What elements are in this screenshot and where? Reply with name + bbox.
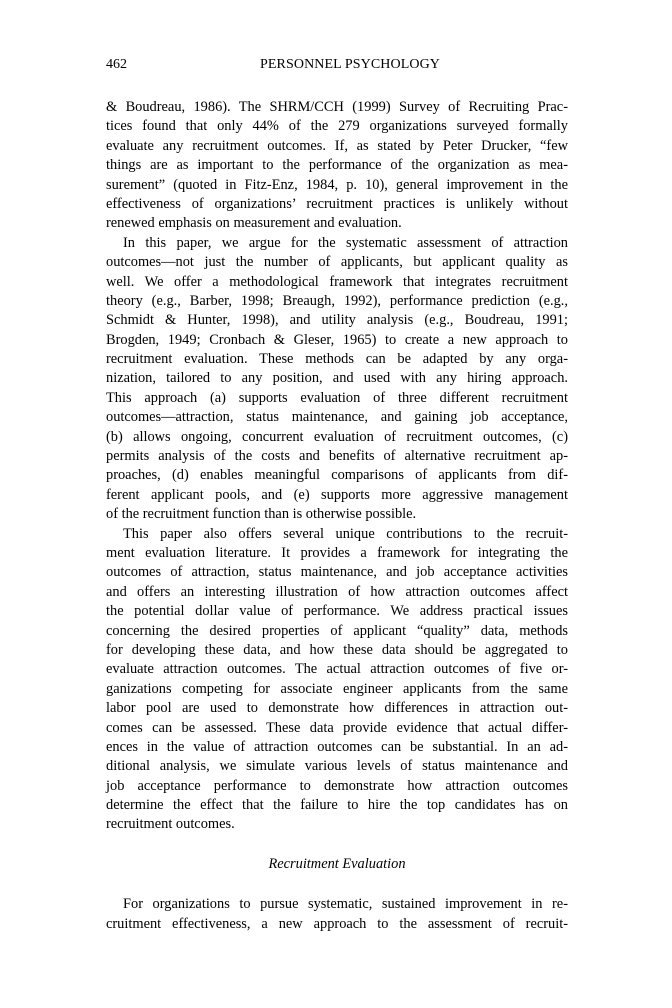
text-line: evaluate any recruitment outcomes. If, as stated by Peter Drucker, “few [106,137,568,154]
text-line: outcomes of attraction, status maintenance, and job acceptance activities [106,564,568,581]
text-line: & Boudreau, 1986). The SHRM/CCH (1999) Survey of Recruiting Prac- [106,99,568,115]
text-line: things are as important to the performance of the organization as mea- [106,157,568,174]
text-line: This paper also offers several unique contributions to the recruit- [123,525,568,542]
paragraph [106,234,568,525]
paragraph [106,525,568,835]
text-line: In this paper, we argue for the systematic assessment of attraction [123,234,568,251]
text-line: ganizations competing for associate engineer applicants from the same [106,680,568,697]
text-line: renewed emphasis on measurement and evaluation. [106,215,402,232]
text-line: theory (e.g., Barber, 1998; Breaugh, 1992), performance prediction (e.g., [106,292,568,309]
text-line: for developing these data, and how these data should be aggregated to [106,641,568,658]
paragraph [106,895,568,934]
text-line: ment evaluation literature. It provides a framework for integrating the [106,544,568,561]
text-line: cruitment effectiveness, a new approach to the assessment of recruit- [106,915,568,932]
text-line: job acceptance performance to demonstrate how attraction outcomes [106,777,568,794]
text-line: ferent applicant pools, and (e) supports more aggressive management [106,486,568,503]
text-line: Schmidt & Hunter, 1998), and utility analysis (e.g., Boudreau, 1991; [106,312,568,329]
text-line: comes can be assessed. These data provide evidence that actual differ- [106,719,568,736]
text-line: permits analysis of the costs and benefits of alternative recruitment ap- [106,448,568,465]
paragraphs [106,98,568,835]
text-line: determine the effect that the failure to hire the top candidates has on [106,797,568,814]
text-line: recruitment outcomes. [106,816,235,833]
text-line: outcomes—not just the number of applicants, but applicant quality as [106,254,568,271]
text-line: evaluate attraction outcomes. The actual attraction outcomes of five or- [106,661,568,678]
text-line: (b) allows ongoing, concurrent evaluation of recruitment outcomes, (c) [106,428,568,445]
paragraph [106,98,568,234]
running-head: PERSONNEL PSYCHOLOGY [260,57,441,72]
text-line: recruitment evaluation. These methods can be adapted by any orga- [106,351,568,368]
text-line: labor pool are used to demonstrate how differences in attraction out- [106,700,568,717]
page-header [106,54,568,76]
text-line: outcomes—attraction, status maintenance, and gaining job acceptance, [106,409,568,426]
text-line: the potential dollar value of performance. We address practical issues [106,603,568,620]
text-line: For organizations to pursue systematic, sustained improvement in re- [123,896,568,913]
text-line: This approach (a) supports evaluation of three different recruitment [106,389,568,406]
page-number: 462 [106,57,127,72]
text-line: concerning the desired properties of applicant “quality” data, methods [106,622,568,639]
text-line: tices found that only 44% of the 279 organizations surveyed formally [106,118,568,135]
text-line: ences in the value of attraction outcomes can be substantial. In an ad- [106,738,568,755]
text-line: ditional analysis, we simulate various levels of status maintenance and [106,758,568,775]
text-line: and offers an interesting illustration of how attraction outcomes affect [106,583,568,600]
text-line: Brogden, 1949; Cronbach & Gleser, 1965) to create a new approach to [106,331,568,348]
body-text [106,98,568,934]
text-line: nization, tailored to any position, and used with any hiring approach. [106,370,568,387]
text-line: well. We offer a methodological framework that integrates recruitment [106,273,568,290]
text-line: effectiveness of organizations’ recruitment practices is unlikely without [106,195,568,212]
final-paragraph [106,895,568,934]
text-line: surement” (quoted in Fitz-Enz, 1984, p. 10), general improvement in the [106,176,568,193]
text-line: of the recruitment function than is otherwise possible. [106,506,417,523]
text-line: proaches, (d) enables meaningful comparisons of applicants from dif- [106,467,568,484]
section-heading: Recruitment Evaluation [268,855,406,872]
